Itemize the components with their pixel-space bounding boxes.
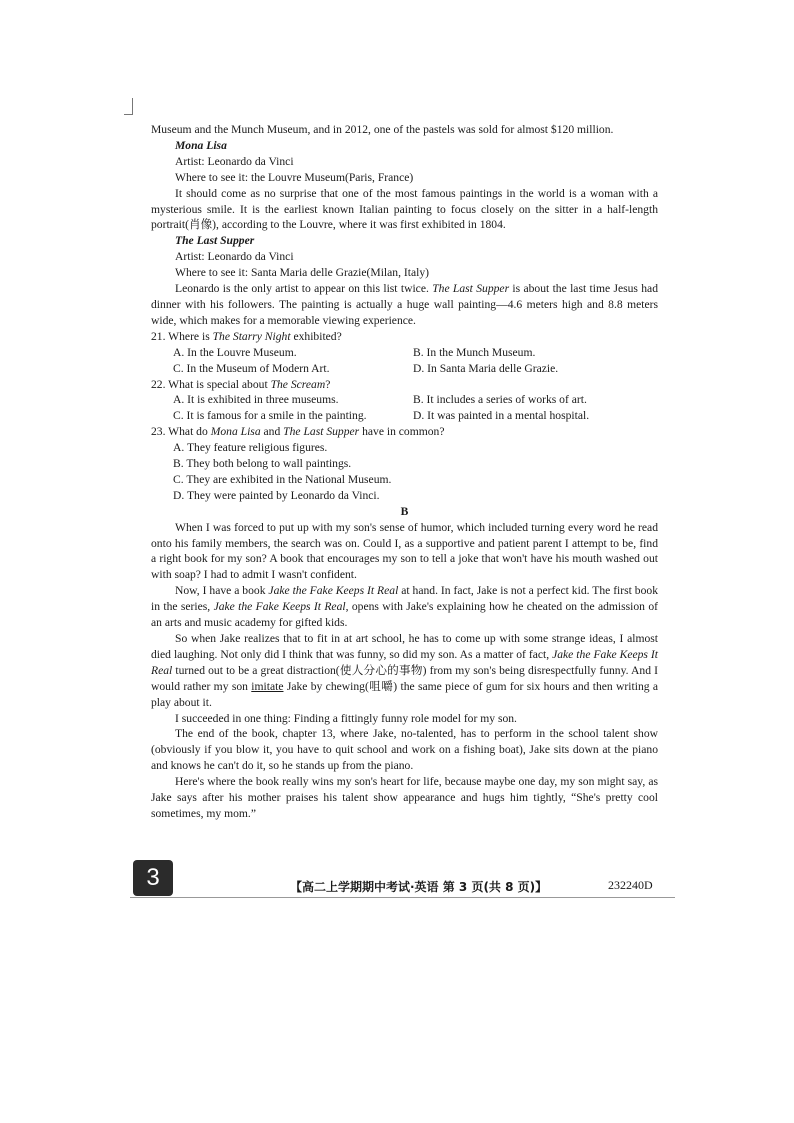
supper-body: Leonardo is the only artist to appear on this list twice. The Last Supper is about the last time Jesus had dinner with his followers. The painting is actually a huge wall painting—4.6 meters high and 8.8 meters wide, which makes for a memorable viewing experience. [151, 282, 658, 327]
q21-option-d: D. In Santa Maria delle Grazie. [413, 361, 559, 375]
q22-option-b: B. It includes a series of works of art. [413, 393, 587, 407]
section-b-heading: B [400, 504, 409, 518]
heading-mona-lisa: Mona Lisa [175, 138, 227, 152]
q22-option-a: A. It is exhibited in three museums. [173, 393, 339, 407]
q23-option-c: C. They are exhibited in the National Museum. [173, 472, 392, 486]
passage-b-paragraph-2: Now, I have a book Jake the Fake Keeps It Real at hand. In fact, Jake is not a perfect kid. The first book in the series, Jake the Fake Keeps It Real, opens with Jake's explaining how he cheated on the admission of an arts and music academy for gifted kids. [151, 584, 658, 630]
question-23: 23. What do Mona Lisa and The Last Supper have in common? [151, 425, 445, 439]
q21-options-row2 [151, 361, 658, 377]
q21-option-c: C. In the Museum of Modern Art. [173, 361, 330, 375]
q23-option-b: B. They both belong to wall paintings. [173, 457, 352, 471]
heading-last-supper: The Last Supper [175, 234, 255, 248]
q22-option-d: D. It was painted in a mental hospital. [413, 409, 590, 423]
q21-option-a: A. In the Louvre Museum. [173, 345, 297, 359]
q23-option-a: A. They feature religious figures. [173, 441, 328, 455]
q22-options-row2 [151, 408, 658, 424]
underlined-word-imitate: imitate [251, 679, 284, 693]
passage-b-paragraph-3: So when Jake realizes that to fit in at art school, he has to come up with some strange ideas, I almost died laughing. Not only did I think that was funny, so did my son. As a matter of fact, Jake the Fake Keeps It Real turned out to be a great distraction(使人分心的事物) from my son's being disrespectfully funny. And I would rather my son imitate Jake by chewing(咀嚼) the same piece of gum for six hours and then writing a play about it. [151, 632, 659, 709]
corner-crop-mark [124, 98, 133, 115]
passage-b-paragraph-5: The end of the book, chapter 13, where Jake, no-talented, has to perform in the school talent show (obviously if you blow it, you have to quit school and work on a fishing boat), Jake sits down at the piano and knows he can't do it, so he stands up from the piano. [151, 727, 658, 773]
q23-option-d: D. They were painted by Leonardo da Vinci. [173, 488, 380, 502]
q21-option-b: B. In the Munch Museum. [413, 345, 536, 359]
mona-body: It should come as no surprise that one of the most famous paintings in the world is a woman with a mysterious smile. It is the earliest known Italian painting to focus closely on the sitter in a half-length portrait(肖像), according to the Louvre, where it was first exhibited in 1804. [151, 186, 658, 232]
q21-options-row1 [151, 345, 658, 361]
supper-where: Where to see it: Santa Maria delle Grazie(Milan, Italy) [175, 266, 429, 280]
question-22: 22. What is special about The Scream? [151, 377, 331, 391]
question-21: 21. Where is The Starry Night exhibited? [151, 329, 342, 343]
mona-where: Where to see it: the Louvre Museum(Paris, France) [175, 170, 414, 184]
page-number-badge: 3 [133, 860, 173, 896]
document-body [151, 122, 658, 822]
passage-b-paragraph-6: Here's where the book really wins my son's heart for life, because maybe one day, my son might say, as Jake says after his mother praises his talent show appearance and hugs him tightly, “She's pretty cool sometimes, my mom.” [151, 775, 658, 820]
mona-artist: Artist: Leonardo da Vinci [175, 154, 294, 168]
q22-options-row1 [151, 392, 658, 408]
q22-option-c: C. It is famous for a smile in the painting. [173, 409, 367, 423]
passage-b-paragraph-4: I succeeded in one thing: Finding a fittingly funny role model for my son. [175, 711, 517, 725]
footer-exam-info: 【高二上学期期中考试·英语 第 3 页(共 8 页)】 [290, 880, 548, 894]
paragraph-intro: Museum and the Munch Museum, and in 2012, one of the pastels was sold for almost $120 million. [151, 123, 614, 136]
passage-b-paragraph-1: When I was forced to put up with my son's sense of humor, which included turning every word he read onto his family members, the search was on. Could I, as a supportive and patient parent I attempt to be, find a right book for my son? A book that encourages my son to tell a joke that won't have his mouth washed out with soap? I had to admit I wasn't confident. [151, 520, 658, 582]
supper-artist: Artist: Leonardo da Vinci [175, 250, 294, 264]
footer-divider [130, 897, 675, 898]
footer-code: 232240D [608, 878, 653, 892]
